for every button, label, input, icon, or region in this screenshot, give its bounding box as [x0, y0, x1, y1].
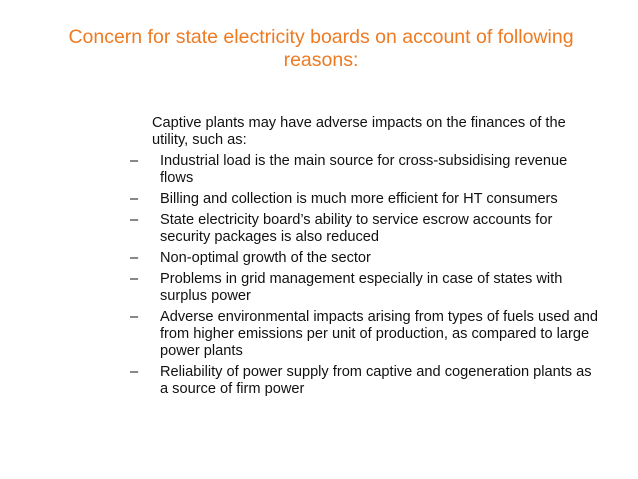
bullet-item [130, 191, 600, 208]
bullet-item [130, 212, 600, 246]
bullet-text: State electricity board’s ability to service escrow accounts for security packages is also reduced [160, 212, 553, 245]
dash-marker: – [130, 250, 139, 266]
bullet-text: Billing and collection is much more efficient for HT consumers [160, 191, 558, 207]
dash-marker: – [130, 153, 139, 169]
bullet-text: Reliability of power supply from captive and cogeneration plants as a source of firm power [160, 364, 592, 397]
dash-marker: – [130, 271, 139, 287]
dash-marker: – [130, 212, 139, 228]
bullet-item [130, 250, 600, 267]
dash-marker: – [130, 364, 139, 380]
bullet-item [130, 271, 600, 305]
bullet-item [130, 364, 600, 398]
dash-marker: – [130, 191, 139, 207]
bullet-text: Industrial load is the main source for cross-subsidising revenue flows [160, 153, 568, 186]
bullet-list [130, 153, 600, 402]
slide-title: Concern for state electricity boards on account of following reasons: [68, 26, 574, 71]
intro-text: Captive plants may have adverse impacts on the finances of the utility, such as: [152, 115, 566, 148]
bullet-text: Non-optimal growth of the sector [160, 250, 371, 266]
bullet-text: Adverse environmental impacts arising from types of fuels used and from higher emissions per unit of production, as compared to large power plants [160, 309, 599, 359]
dash-marker: – [130, 309, 139, 325]
bullet-item [130, 309, 600, 360]
bullet-item [130, 153, 600, 187]
bullet-text: Problems in grid management especially in case of states with surplus power [160, 271, 563, 304]
